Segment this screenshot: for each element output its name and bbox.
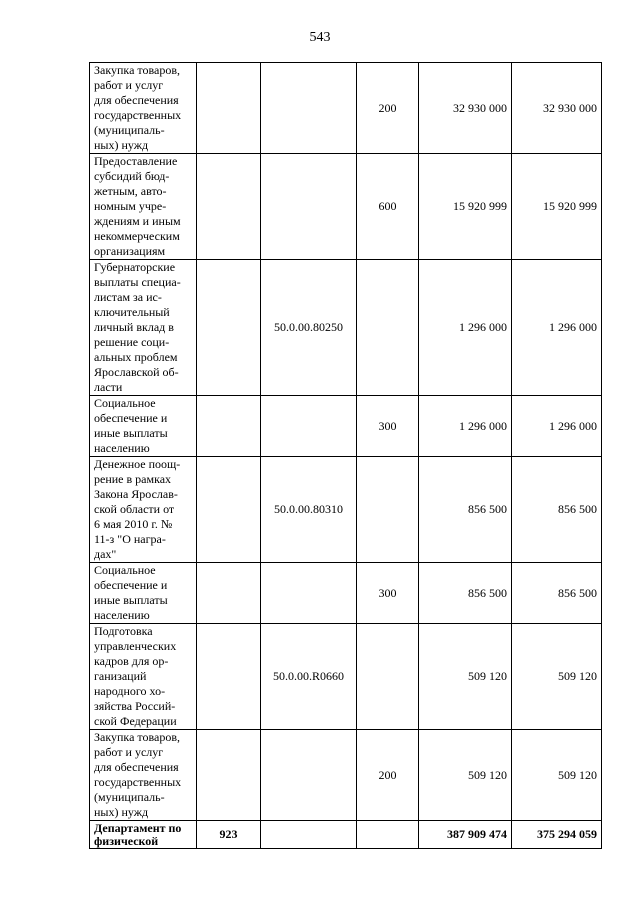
row-sum1-cell: 15 920 999: [419, 154, 512, 260]
total-code-cell: 923: [197, 821, 261, 849]
total-sum2-cell: 375 294 059: [512, 821, 602, 849]
row-vr-cell: [357, 624, 419, 730]
row-code-cell: [197, 730, 261, 821]
row-sum1-cell: 1 296 000: [419, 260, 512, 396]
row-sum1-cell: 32 930 000: [419, 63, 512, 154]
row-sum1-cell: 856 500: [419, 563, 512, 624]
row-sum2-cell: 1 296 000: [512, 396, 602, 457]
row-code-cell: [197, 154, 261, 260]
table-row: [90, 63, 602, 154]
budget-table: [89, 62, 602, 849]
row-csr-cell: [261, 154, 357, 260]
row-vr-cell: 300: [357, 563, 419, 624]
total-row: [90, 821, 602, 849]
row-code-cell: [197, 63, 261, 154]
row-code-cell: [197, 624, 261, 730]
row-name-cell: Предоставление субсидий бюд- жетным, авто- номным учре- ждениям и иным некоммерческим организациям: [90, 154, 197, 260]
row-name-cell: Закупка товаров, работ и услуг для обеспечения государственных (муниципаль- ных) нужд: [90, 63, 197, 154]
row-vr-cell: 200: [357, 63, 419, 154]
row-vr-cell: [357, 260, 419, 396]
row-csr-cell: 50.0.00.80310: [261, 457, 357, 563]
row-vr-cell: 600: [357, 154, 419, 260]
table-row: [90, 730, 602, 821]
row-name-cell: Денежное поощ- рение в рамках Закона Ярослав- ской области от 6 мая 2010 г. № 11-з "О награ- дах": [90, 457, 197, 563]
row-csr-cell: [261, 730, 357, 821]
row-csr-cell: 50.0.00.80250: [261, 260, 357, 396]
row-csr-cell: [261, 563, 357, 624]
row-code-cell: [197, 457, 261, 563]
row-vr-cell: 200: [357, 730, 419, 821]
total-sum1-cell: 387 909 474: [419, 821, 512, 849]
total-csr-cell: [261, 821, 357, 849]
row-vr-cell: 300: [357, 396, 419, 457]
table-row: [90, 563, 602, 624]
row-sum2-cell: 32 930 000: [512, 63, 602, 154]
row-code-cell: [197, 396, 261, 457]
row-sum2-cell: 856 500: [512, 563, 602, 624]
row-sum2-cell: 509 120: [512, 624, 602, 730]
row-name-cell: Закупка товаров, работ и услуг для обеспечения государственных (муниципаль- ных) нужд: [90, 730, 197, 821]
row-sum1-cell: 509 120: [419, 624, 512, 730]
row-sum1-cell: 509 120: [419, 730, 512, 821]
row-sum2-cell: 856 500: [512, 457, 602, 563]
page-number: 543: [309, 30, 331, 45]
row-sum1-cell: 1 296 000: [419, 396, 512, 457]
row-sum2-cell: 1 296 000: [512, 260, 602, 396]
row-name-cell: Подготовка управленческих кадров для ор- ганизаций народного хо- зяйства Россий- ской Федерации: [90, 624, 197, 730]
row-csr-cell: 50.0.00.R0660: [261, 624, 357, 730]
row-sum1-cell: 856 500: [419, 457, 512, 563]
table-row: [90, 624, 602, 730]
table-row: [90, 154, 602, 260]
row-code-cell: [197, 563, 261, 624]
row-vr-cell: [357, 457, 419, 563]
row-sum2-cell: 509 120: [512, 730, 602, 821]
table-row: [90, 396, 602, 457]
row-csr-cell: [261, 63, 357, 154]
total-vr-cell: [357, 821, 419, 849]
row-sum2-cell: 15 920 999: [512, 154, 602, 260]
row-csr-cell: [261, 396, 357, 457]
table-row: [90, 260, 602, 396]
row-code-cell: [197, 260, 261, 396]
row-name-cell: Губернаторские выплаты специа- листам за ис- ключительный личный вклад в решение соци- альных проблем Ярославской об- ласти: [90, 260, 197, 396]
total-name-cell: Департамент по физической: [90, 821, 197, 849]
row-name-cell: Социальное обеспечение и иные выплаты населению: [90, 563, 197, 624]
table-row: [90, 457, 602, 563]
row-name-cell: Социальное обеспечение и иные выплаты населению: [90, 396, 197, 457]
